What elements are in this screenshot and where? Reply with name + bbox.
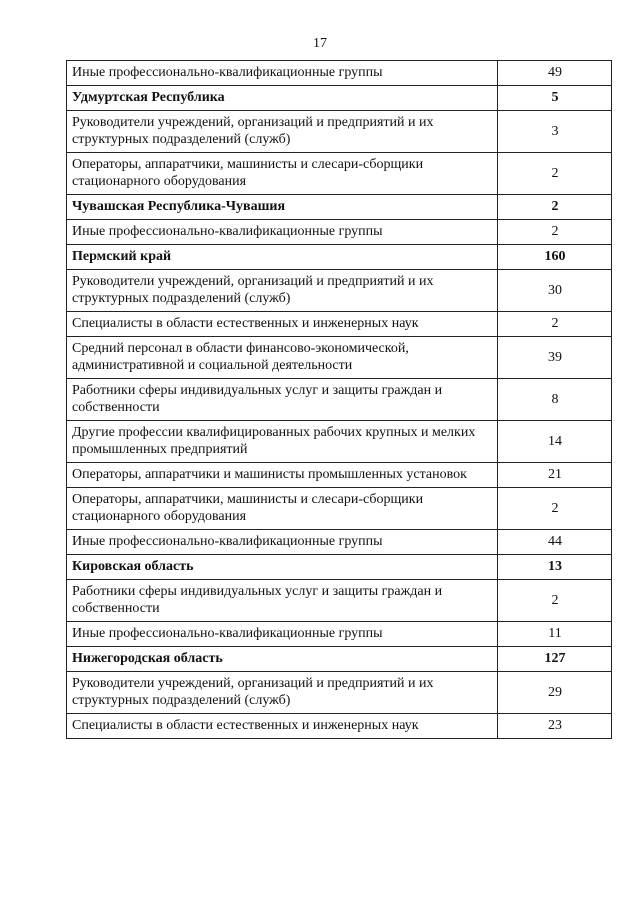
region-name: Нижегородская область bbox=[67, 647, 498, 672]
group-count: 2 bbox=[498, 153, 612, 195]
group-count: 30 bbox=[498, 270, 612, 312]
group-count: 21 bbox=[498, 463, 612, 488]
group-count: 14 bbox=[498, 421, 612, 463]
group-count: 2 bbox=[498, 580, 612, 622]
region-total: 127 bbox=[498, 647, 612, 672]
table-row bbox=[67, 153, 612, 195]
table-row bbox=[67, 463, 612, 488]
region-row bbox=[67, 647, 612, 672]
group-name: Иные профессионально-квалификационные группы bbox=[67, 622, 498, 647]
region-name: Кировская область bbox=[67, 555, 498, 580]
group-name: Средний персонал в области финансово-экономической, административной и социальной деятельности bbox=[67, 337, 498, 379]
region-total: 13 bbox=[498, 555, 612, 580]
region-total: 5 bbox=[498, 86, 612, 111]
group-name: Операторы, аппаратчики, машинисты и слесари-сборщики стационарного оборудования bbox=[67, 488, 498, 530]
page-number: 17 bbox=[313, 36, 327, 51]
region-name: Пермский край bbox=[67, 245, 498, 270]
group-count: 29 bbox=[498, 672, 612, 714]
group-name: Специалисты в области естественных и инженерных наук bbox=[67, 714, 498, 739]
table-row bbox=[67, 530, 612, 555]
group-count: 39 bbox=[498, 337, 612, 379]
group-count: 11 bbox=[498, 622, 612, 647]
table-row bbox=[67, 379, 612, 421]
region-total: 160 bbox=[498, 245, 612, 270]
group-count: 2 bbox=[498, 220, 612, 245]
group-count: 23 bbox=[498, 714, 612, 739]
group-name: Специалисты в области естественных и инженерных наук bbox=[67, 312, 498, 337]
quota-table bbox=[66, 60, 612, 739]
table-row bbox=[67, 270, 612, 312]
group-count: 49 bbox=[498, 61, 612, 86]
table-row bbox=[67, 421, 612, 463]
region-row bbox=[67, 245, 612, 270]
table-row bbox=[67, 580, 612, 622]
table-row bbox=[67, 488, 612, 530]
group-name: Операторы, аппаратчики, машинисты и слесари-сборщики стационарного оборудования bbox=[67, 153, 498, 195]
group-name: Работники сферы индивидуальных услуг и защиты граждан и собственности bbox=[67, 580, 498, 622]
group-count: 8 bbox=[498, 379, 612, 421]
group-name: Иные профессионально-квалификационные группы bbox=[67, 61, 498, 86]
group-count: 44 bbox=[498, 530, 612, 555]
group-name: Иные профессионально-квалификационные группы bbox=[67, 220, 498, 245]
group-name: Операторы, аппаратчики и машинисты промышленных установок bbox=[67, 463, 498, 488]
region-row bbox=[67, 555, 612, 580]
group-name: Другие профессии квалифицированных рабочих крупных и мелких промышленных предприятий bbox=[67, 421, 498, 463]
table-row bbox=[67, 61, 612, 86]
quota-table-body bbox=[67, 61, 612, 739]
table-row bbox=[67, 714, 612, 739]
region-total: 2 bbox=[498, 195, 612, 220]
table-row bbox=[67, 111, 612, 153]
region-name: Чувашская Республика-Чувашия bbox=[67, 195, 498, 220]
group-name: Руководители учреждений, организаций и предприятий и их структурных подразделений (служб) bbox=[67, 270, 498, 312]
group-count: 3 bbox=[498, 111, 612, 153]
group-count: 2 bbox=[498, 488, 612, 530]
table-row bbox=[67, 312, 612, 337]
region-row bbox=[67, 86, 612, 111]
group-name: Руководители учреждений, организаций и предприятий и их структурных подразделений (служб) bbox=[67, 672, 498, 714]
region-name: Удмуртская Республика bbox=[67, 86, 498, 111]
region-row bbox=[67, 195, 612, 220]
group-count: 2 bbox=[498, 312, 612, 337]
group-name: Работники сферы индивидуальных услуг и защиты граждан и собственности bbox=[67, 379, 498, 421]
group-name: Руководители учреждений, организаций и предприятий и их структурных подразделений (служб) bbox=[67, 111, 498, 153]
table-row bbox=[67, 622, 612, 647]
group-name: Иные профессионально-квалификационные группы bbox=[67, 530, 498, 555]
table-row bbox=[67, 220, 612, 245]
table-row bbox=[67, 672, 612, 714]
table-row bbox=[67, 337, 612, 379]
